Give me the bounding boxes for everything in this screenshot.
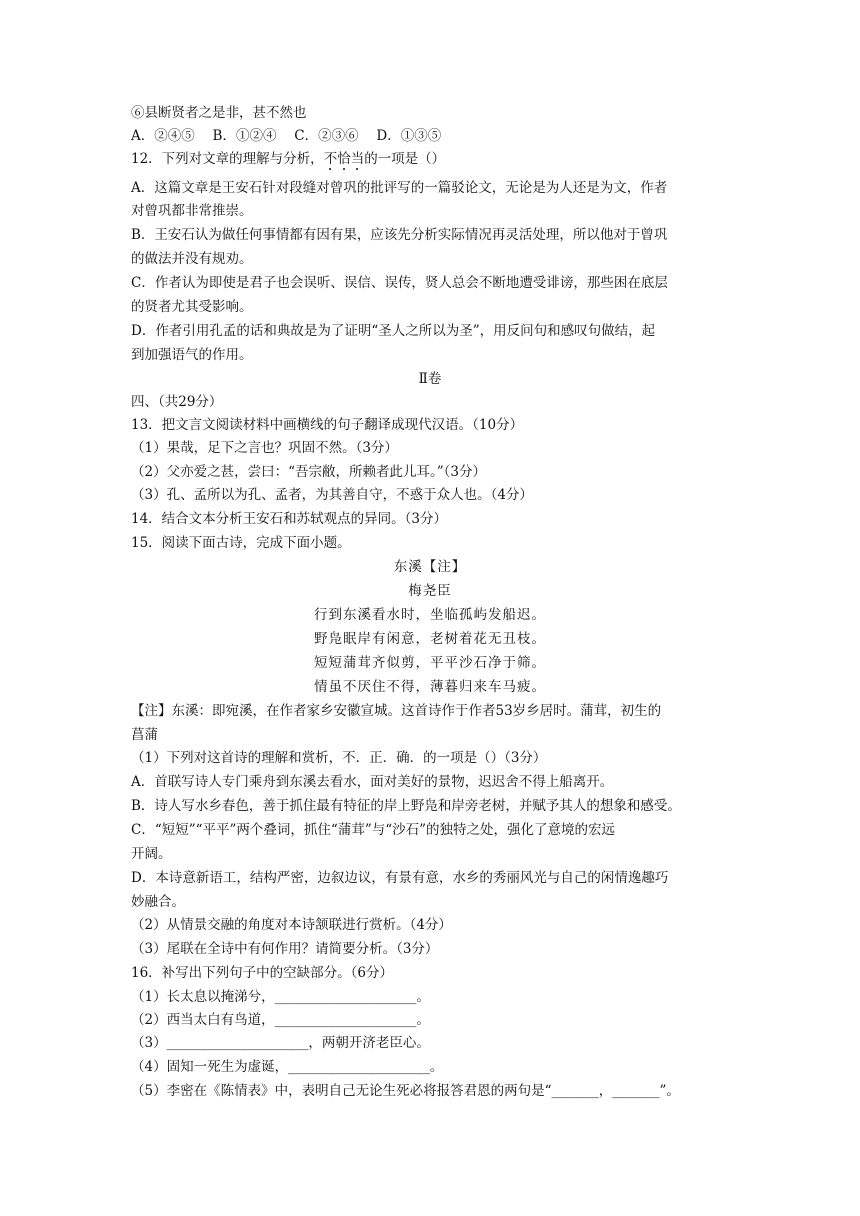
q16-blank-5: （5）李密在《陈情表》中，表明自己无论生死必将报答君恩的两句是“_______，_______”。 xyxy=(131,1083,680,1099)
q14-stem: 14．结合文本分析王安石和苏轼观点的异同。（3分） xyxy=(131,511,448,527)
q12-prefix: 12．下列对文章的理解与分析， xyxy=(131,151,324,167)
q12-stem xyxy=(131,148,731,171)
q12-option-a-line1: A．这篇文章是王安石针对段缝对曾巩的批评写的一篇驳论文，无论是为人还是为文，作者 xyxy=(131,180,668,196)
q15-option-d-line2: 妙融合。 xyxy=(131,894,185,910)
poem-line-2: 野凫眠岸有闲意，老树着花无丑枝。 xyxy=(314,631,546,647)
q15-option-b: B．诗人写水乡春色，善于抓住最有特征的岸上野凫和岸旁老树，并赋予其人的想象和感受。 xyxy=(131,798,681,814)
poem-author: 梅尧臣 xyxy=(408,583,452,599)
q12-suffix: 的一项是（） xyxy=(364,151,446,167)
q16-blank-3: （3）_____________________，两朝开济老臣心。 xyxy=(131,1035,430,1051)
q13-sub-2: （2）父亦爱之甚，尝曰：“吾宗敝，所赖者此儿耳。”（3分） xyxy=(131,464,486,480)
q12-option-c-line1: C．作者认为即使是君子也会误听、误信、误传，贤人总会不断地遭受诽谤，那些困在底层 xyxy=(131,275,668,291)
poem-note-line1: 【注】东溪：即宛溪，在作者家乡安徽宣城。这首诗作于作者53岁乡居时。蒲茸，初生的 xyxy=(131,703,662,719)
q16-stem: 16．补写出下列句子中的空缺部分。（6分） xyxy=(131,965,394,981)
q12-option-b-line1: B．王安石认为做任何事情都有因有果，应该先分析实际情况再灵活处理，所以他对于曾巩 xyxy=(131,227,668,243)
q13-sub-1: （1）果哉，足下之言也？巩固不然。（3分） xyxy=(131,440,398,456)
q16-blank-1: （1）长太息以掩涕兮，_____________________。 xyxy=(131,989,430,1005)
option-6-line: ⑥县断贤者之是非，甚不然也 xyxy=(131,105,307,121)
q15-3-stem: （3）尾联在全诗中有何作用？请简要分析。（3分） xyxy=(131,941,439,957)
poem-line-3: 短短蒲茸齐似剪，平平沙石净于筛。 xyxy=(314,655,546,671)
poem-line-1: 行到东溪看水时，坐临孤屿发船迟。 xyxy=(314,607,546,623)
q15-stem: 15．阅读下面古诗，完成下面小题。 xyxy=(131,535,351,551)
q15-option-c-line2: 开阔。 xyxy=(131,846,172,862)
q12-option-b-line2: 的做法并没有规劝。 xyxy=(131,251,253,267)
q12-option-d-line1: D．作者引用孔孟的话和典故是为了证明“圣人之所以为圣”，用反问句和感叹句做结，起 xyxy=(131,323,656,339)
q13-stem: 13．把文言文阅读材料中画横线的句子翻译成现代汉语。（10分） xyxy=(131,417,524,433)
q16-blank-2: （2）西当太白有鸟道，_____________________。 xyxy=(131,1012,430,1028)
section-title: Ⅱ卷 xyxy=(418,371,442,387)
q12-emphasis-char-3: 当 xyxy=(350,151,365,167)
q12-option-a-line2: 对曾巩都非常推崇。 xyxy=(131,203,253,219)
q15-option-c-line1: C．“短短”“平平”两个叠词，抓住“蒲茸”与“沙石”的独特之处，强化了意境的宏远 xyxy=(131,822,616,838)
q12-option-c-line2: 的贤者尤其受影响。 xyxy=(131,299,253,315)
q12-emphasis-char-2: 恰 xyxy=(337,151,351,167)
q12-emphasis-char-1: 不 xyxy=(323,151,338,167)
q12-option-d-line2: 到加强语气的作用。 xyxy=(131,347,253,363)
poem-note-line2: 菖蒲 xyxy=(131,727,158,743)
q11-choices: A．②④⑤ B．①②④ C．②③⑥ D．①③⑤ xyxy=(131,128,442,144)
poem-title: 东溪【注】 xyxy=(393,559,467,575)
part-four-heading: 四、（共29分） xyxy=(131,394,223,410)
q15-1-stem: （1）下列对这首诗的理解和赏析，不．正．确．的一项是（）（3分） xyxy=(131,750,547,766)
q13-sub-3: （3）孔、孟所以为孔、孟者，为其善自守，不惑于众人也。（4分） xyxy=(131,487,533,503)
q15-option-a: A．首联写诗人专门乘舟到东溪去看水，面对美好的景物，迟迟舍不得上船离开。 xyxy=(131,774,614,790)
q15-option-d-line1: D．本诗意新语工，结构严密，边叙边议，有景有意，水乡的秀丽风光与自己的闲情逸趣巧 xyxy=(131,870,669,886)
q15-2-stem: （2）从情景交融的角度对本诗颔联进行赏析。（4分） xyxy=(131,917,452,933)
q16-blank-4: （4）固知一死生为虚诞，_____________________。 xyxy=(131,1059,444,1075)
poem-line-4: 情虽不厌住不得，薄暮归来车马疲。 xyxy=(314,679,546,695)
